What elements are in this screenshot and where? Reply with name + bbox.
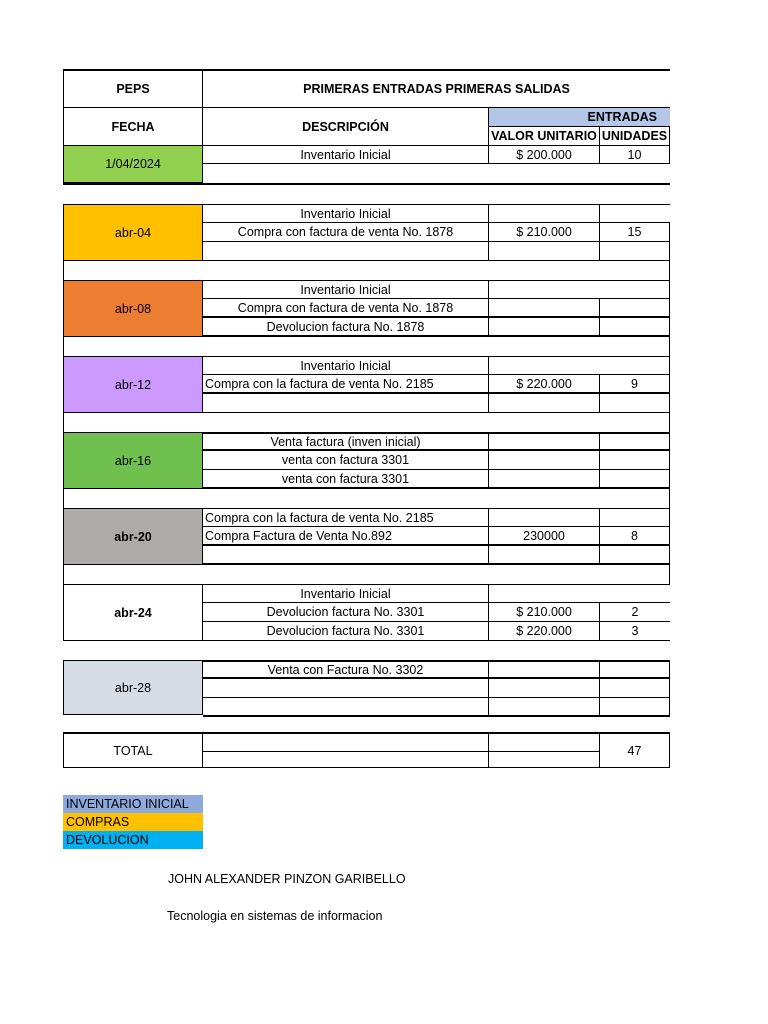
table-row xyxy=(203,470,670,489)
table-row xyxy=(203,375,670,394)
valor-cell: 230000 xyxy=(489,527,600,544)
block-abr-12 xyxy=(63,356,670,413)
valor-cell xyxy=(489,585,600,602)
block-inicial xyxy=(63,145,670,185)
desc-cell: Venta con Factura No. 3302 xyxy=(203,662,489,677)
legend-devolucion: DEVOLUCION xyxy=(63,831,203,849)
unidades-cell xyxy=(600,434,670,449)
unidades-cell xyxy=(600,318,670,335)
unidades-cell xyxy=(600,299,670,316)
desc-cell xyxy=(203,394,489,412)
table-row xyxy=(203,164,670,183)
valor-cell xyxy=(489,242,600,260)
entradas-header: ENTRADAS xyxy=(489,107,670,126)
desc-cell: Devolucion factura No. 1878 xyxy=(203,318,489,335)
spacer-row xyxy=(63,489,670,508)
desc-cell: Compra con la factura de venta No. 2185 xyxy=(203,375,489,392)
table-row xyxy=(203,451,670,470)
spacer-row xyxy=(63,337,670,356)
desc-cell: Inventario Inicial xyxy=(203,281,489,298)
table-row xyxy=(203,660,670,679)
author-name: JOHN ALEXANDER PINZON GARIBELLO xyxy=(168,872,406,886)
descripcion-header: DESCRIPCIÓN xyxy=(203,107,489,145)
total-label: TOTAL xyxy=(63,732,203,768)
program-name: Tecnologia en sistemas de informacion xyxy=(167,909,383,923)
unidades-cell xyxy=(600,679,670,697)
valor-cell xyxy=(489,679,600,697)
date-cell: 1/04/2024 xyxy=(63,145,203,183)
title-cell: PRIMERAS ENTRADAS PRIMERAS SALIDAS xyxy=(203,69,670,107)
block-abr-24 xyxy=(63,584,670,641)
table-row xyxy=(203,679,670,698)
peps-table xyxy=(63,69,670,768)
date-cell: abr-28 xyxy=(63,660,203,715)
table-row xyxy=(203,527,670,546)
valor-cell xyxy=(489,205,600,222)
valor-cell xyxy=(489,281,600,298)
desc-cell: Devolucion factura No. 3301 xyxy=(203,622,489,640)
unidades-cell xyxy=(600,470,670,487)
entradas-group xyxy=(489,107,670,145)
fecha-header: FECHA xyxy=(63,107,203,145)
table-row xyxy=(203,204,670,223)
desc-cell: Venta factura (inven inicial) xyxy=(203,434,489,449)
unidades-cell xyxy=(600,698,670,715)
valor-cell: $ 200.000 xyxy=(489,146,600,163)
spacer-row xyxy=(63,565,670,584)
table-row xyxy=(203,223,670,242)
valor-cell xyxy=(489,299,600,316)
table-row xyxy=(203,299,670,318)
valor-cell xyxy=(489,394,600,412)
valor-cell xyxy=(489,698,600,715)
valor-cell xyxy=(489,451,600,469)
block-abr-04 xyxy=(63,204,670,261)
unidades-cell: 15 xyxy=(600,223,670,241)
header-row-columns xyxy=(63,107,670,145)
unidades-cell: 9 xyxy=(600,375,670,392)
spacer-row xyxy=(63,413,670,432)
desc-cell: Inventario Inicial xyxy=(203,585,489,602)
desc-cell xyxy=(203,242,489,260)
legend-compras: COMPRAS xyxy=(63,813,203,831)
table-row xyxy=(203,394,670,413)
valor-cell xyxy=(489,662,600,677)
desc-cell xyxy=(203,698,489,715)
desc-cell: Inventario Inicial xyxy=(203,146,489,163)
unidades-cell: 3 xyxy=(631,624,639,638)
table-row xyxy=(203,145,670,164)
table-row xyxy=(203,242,670,261)
legend xyxy=(63,795,203,849)
date-cell: abr-24 xyxy=(63,584,203,641)
spacer-row xyxy=(63,641,670,660)
unidades-cell: 2 xyxy=(631,605,639,619)
valor-cell: $ 210.000 xyxy=(489,223,600,241)
unidades-cell: 10 xyxy=(600,146,670,163)
table-row xyxy=(203,318,670,337)
unidades-cell xyxy=(600,242,670,260)
block-abr-28 xyxy=(63,660,670,715)
unidades-cell xyxy=(600,451,670,469)
desc-cell: Devolucion factura No. 3301 xyxy=(203,603,489,621)
table-row xyxy=(203,622,670,641)
table-row xyxy=(203,698,670,717)
method-cell: PEPS xyxy=(63,69,203,107)
unidades-cell: 8 xyxy=(600,527,670,544)
valor-cell xyxy=(489,357,600,374)
table-row xyxy=(203,546,670,565)
desc-cell: venta con factura 3301 xyxy=(203,451,489,469)
table-row xyxy=(203,356,670,375)
date-cell: abr-20 xyxy=(63,508,203,565)
date-cell: abr-12 xyxy=(63,356,203,413)
block-abr-20 xyxy=(63,508,670,565)
valor-cell xyxy=(489,470,600,487)
desc-cell xyxy=(203,679,489,697)
unidades-cell xyxy=(600,281,670,298)
desc-cell: venta con factura 3301 xyxy=(203,470,489,487)
unidades-header: UNIDADES xyxy=(600,127,670,145)
unidades-cell xyxy=(600,205,670,222)
valor-cell xyxy=(489,509,600,526)
valor-unitario-header: VALOR UNITARIO xyxy=(489,127,600,145)
date-cell: abr-04 xyxy=(63,204,203,261)
block-abr-16 xyxy=(63,432,670,489)
date-cell: abr-08 xyxy=(63,280,203,337)
table-row xyxy=(203,508,670,527)
desc-cell: Compra con la factura de venta No. 2185 xyxy=(203,509,489,526)
valor-cell xyxy=(489,318,600,335)
valor-cell xyxy=(489,434,600,449)
unidades-cell xyxy=(600,546,670,563)
valor-cell: $ 210.000 xyxy=(489,603,600,621)
desc-cell: Compra con factura de venta No. 1878 xyxy=(203,223,489,241)
valor-cell: $ 220.000 xyxy=(489,375,600,392)
header-row-title xyxy=(63,69,670,107)
desc-cell: Inventario Inicial xyxy=(203,357,489,374)
table-row xyxy=(203,584,670,603)
unidades-cell xyxy=(600,357,670,374)
block-abr-08 xyxy=(63,280,670,337)
spacer-row xyxy=(63,261,670,280)
unidades-cell xyxy=(600,585,670,602)
table-row xyxy=(203,280,670,299)
desc-cell xyxy=(203,546,489,563)
valor-cell xyxy=(489,546,600,563)
date-cell: abr-16 xyxy=(63,432,203,489)
valor-cell: $ 220.000 xyxy=(489,622,600,640)
unidades-cell xyxy=(600,509,670,526)
total-unidades: 47 xyxy=(600,734,670,767)
total-block xyxy=(63,732,670,768)
desc-cell: Compra con factura de venta No. 1878 xyxy=(203,299,489,316)
desc-cell: Compra Factura de Venta No.892 xyxy=(203,527,489,544)
unidades-cell xyxy=(600,662,670,677)
unidades-cell xyxy=(600,394,670,412)
desc-cell: Inventario Inicial xyxy=(203,205,489,222)
legend-inventario: INVENTARIO INICIAL xyxy=(63,795,203,813)
table-row xyxy=(203,603,670,622)
table-row xyxy=(203,432,670,451)
